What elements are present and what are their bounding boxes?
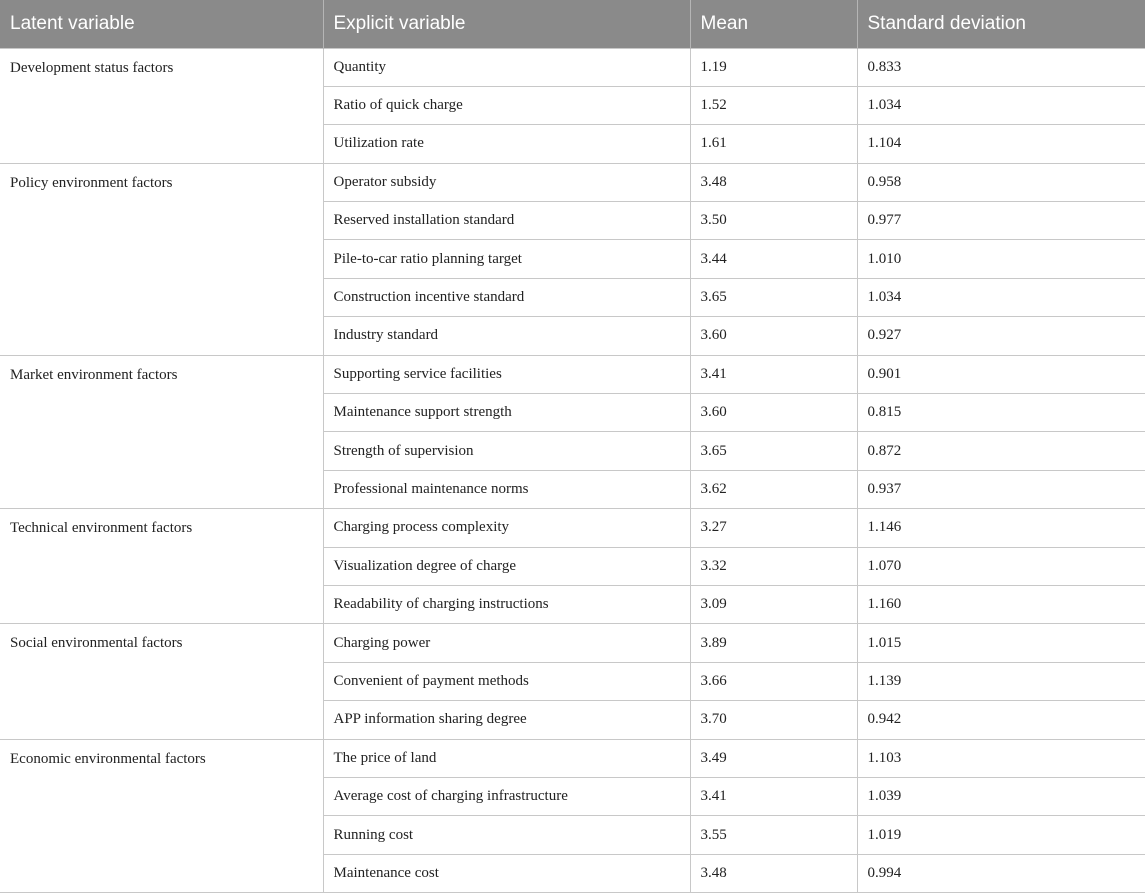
mean-cell: 3.89	[690, 624, 857, 662]
standard-deviation-cell: 1.019	[857, 816, 1145, 854]
explicit-variable-cell: Maintenance cost	[323, 854, 690, 892]
standard-deviation-cell: 1.104	[857, 125, 1145, 163]
standard-deviation-cell: 1.039	[857, 777, 1145, 815]
explicit-variable-cell: Visualization degree of charge	[323, 547, 690, 585]
mean-cell: 3.66	[690, 662, 857, 700]
explicit-variable-cell: The price of land	[323, 739, 690, 777]
mean-cell: 3.48	[690, 163, 857, 201]
standard-deviation-cell: 1.034	[857, 86, 1145, 124]
mean-cell: 3.41	[690, 355, 857, 393]
latent-variable-cell: Technical environment factors	[0, 509, 323, 624]
explicit-variable-cell: Charging process complexity	[323, 509, 690, 547]
explicit-variable-cell: Readability of charging instructions	[323, 585, 690, 623]
explicit-variable-cell: Industry standard	[323, 317, 690, 355]
standard-deviation-cell: 1.103	[857, 739, 1145, 777]
mean-cell: 3.41	[690, 777, 857, 815]
standard-deviation-cell: 1.160	[857, 585, 1145, 623]
header-mean: Mean	[690, 0, 857, 48]
standard-deviation-cell: 1.070	[857, 547, 1145, 585]
header-row	[0, 0, 1145, 48]
table-row	[0, 355, 1145, 393]
standard-deviation-cell: 1.146	[857, 509, 1145, 547]
mean-cell: 3.32	[690, 547, 857, 585]
header-explicit-variable: Explicit variable	[323, 0, 690, 48]
standard-deviation-cell: 0.937	[857, 470, 1145, 508]
header-standard-deviation: Standard deviation	[857, 0, 1145, 48]
mean-cell: 3.27	[690, 509, 857, 547]
table-row	[0, 624, 1145, 662]
standard-deviation-cell: 0.977	[857, 202, 1145, 240]
explicit-variable-cell: Reserved installation standard	[323, 202, 690, 240]
latent-variable-cell: Development status factors	[0, 48, 323, 163]
mean-cell: 1.61	[690, 125, 857, 163]
mean-cell: 3.62	[690, 470, 857, 508]
table-row	[0, 739, 1145, 777]
standard-deviation-cell: 0.994	[857, 854, 1145, 892]
explicit-variable-cell: Quantity	[323, 48, 690, 86]
explicit-variable-cell: APP information sharing degree	[323, 701, 690, 739]
standard-deviation-cell: 0.942	[857, 701, 1145, 739]
mean-cell: 3.09	[690, 585, 857, 623]
explicit-variable-cell: Operator subsidy	[323, 163, 690, 201]
explicit-variable-cell: Running cost	[323, 816, 690, 854]
explicit-variable-cell: Convenient of payment methods	[323, 662, 690, 700]
table-body	[0, 48, 1145, 893]
explicit-variable-cell: Professional maintenance norms	[323, 470, 690, 508]
mean-cell: 3.44	[690, 240, 857, 278]
standard-deviation-cell: 0.833	[857, 48, 1145, 86]
explicit-variable-cell: Charging power	[323, 624, 690, 662]
latent-variable-cell: Social environmental factors	[0, 624, 323, 739]
standard-deviation-cell: 1.010	[857, 240, 1145, 278]
mean-cell: 3.65	[690, 432, 857, 470]
mean-cell: 3.65	[690, 278, 857, 316]
table-row	[0, 509, 1145, 547]
mean-cell: 3.70	[690, 701, 857, 739]
explicit-variable-cell: Construction incentive standard	[323, 278, 690, 316]
standard-deviation-cell: 1.015	[857, 624, 1145, 662]
explicit-variable-cell: Average cost of charging infrastructure	[323, 777, 690, 815]
mean-cell: 1.52	[690, 86, 857, 124]
standard-deviation-cell: 0.927	[857, 317, 1145, 355]
mean-cell: 3.55	[690, 816, 857, 854]
standard-deviation-cell: 0.872	[857, 432, 1145, 470]
explicit-variable-cell: Utilization rate	[323, 125, 690, 163]
explicit-variable-cell: Supporting service facilities	[323, 355, 690, 393]
standard-deviation-cell: 0.958	[857, 163, 1145, 201]
latent-variable-cell: Market environment factors	[0, 355, 323, 509]
header-latent-variable: Latent variable	[0, 0, 323, 48]
explicit-variable-cell: Pile-to-car ratio planning target	[323, 240, 690, 278]
explicit-variable-cell: Strength of supervision	[323, 432, 690, 470]
mean-cell: 3.48	[690, 854, 857, 892]
explicit-variable-cell: Maintenance support strength	[323, 394, 690, 432]
mean-cell: 3.49	[690, 739, 857, 777]
latent-variable-cell: Economic environmental factors	[0, 739, 323, 893]
mean-cell: 3.60	[690, 394, 857, 432]
standard-deviation-cell: 0.815	[857, 394, 1145, 432]
explicit-variable-cell: Ratio of quick charge	[323, 86, 690, 124]
standard-deviation-cell: 0.901	[857, 355, 1145, 393]
table-row	[0, 163, 1145, 201]
standard-deviation-cell: 1.139	[857, 662, 1145, 700]
mean-cell: 1.19	[690, 48, 857, 86]
mean-cell: 3.60	[690, 317, 857, 355]
latent-variable-cell: Policy environment factors	[0, 163, 323, 355]
table-header	[0, 0, 1145, 48]
table-row	[0, 48, 1145, 86]
standard-deviation-cell: 1.034	[857, 278, 1145, 316]
mean-cell: 3.50	[690, 202, 857, 240]
